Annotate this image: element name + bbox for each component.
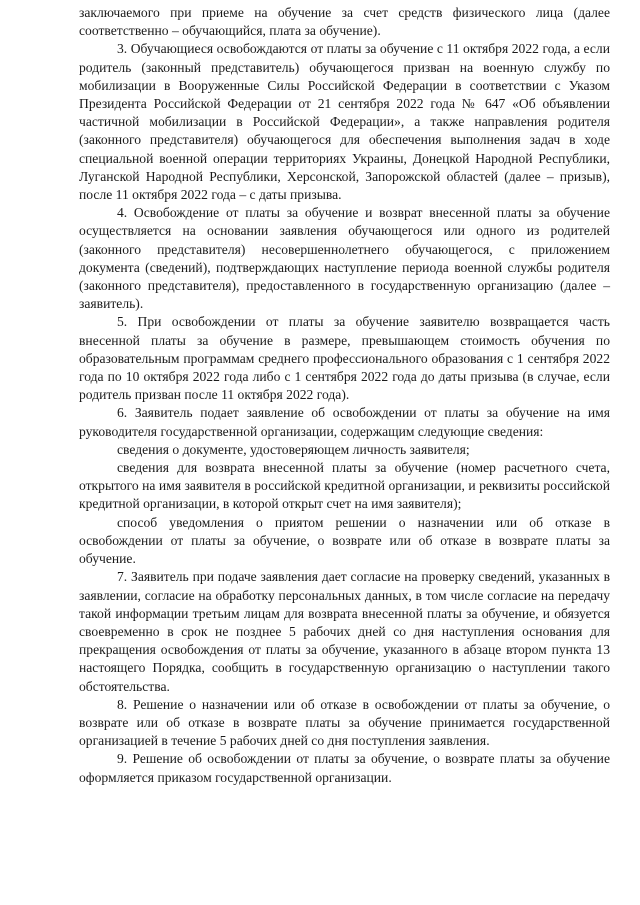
paragraph-item-4: 4. Освобождение от платы за обучение и возврат внесенной платы за обучение осуществляется на основании заявления обучающегося или одного из родителей (законного представителя) несовершеннолетнего обучающегося, с приложением документа (сведений), подтверждающих наступление периода военной службы родителя (законного представителя), предоставленного в государственную организацию (далее – заявитель). bbox=[79, 205, 610, 312]
paragraph-continuation: заключаемого при приеме на обучение за счет средств физического лица (далее соответственно – обучающийся, плата за обучение). bbox=[79, 5, 610, 39]
paragraph-item-5: 5. При освобождении от платы за обучение заявителю возвращается часть внесенной платы за обучение в размере, превышающем стоимость обучения по образовательным программам среднего профессионального образования с 1 сентября 2022 года по 10 октября 2022 года либо с 1 сентября 2022 года до даты призыва (в случае, если родитель призван после 11 октября 2022 года). bbox=[79, 314, 610, 403]
paragraph-item-6-bank: сведения для возврата внесенной платы за обучение (номер расчетного счета, открытого на имя заявителя в российской кредитной организации, и реквизиты российской кредитной организации, в которой открыт счет на имя заявителя); bbox=[79, 460, 610, 512]
paragraph-item-8: 8. Решение о назначении или об отказе в освобождении от платы за обучение, о возврате или об отказе в возврате платы за обучение принимается государственной организацией в течение 5 рабочих дней со дня поступления заявления. bbox=[79, 696, 610, 749]
paragraph-item-7: 7. Заявитель при подаче заявления дает согласие на проверку сведений, указанных в заявлении, согласие на обработку персональных данных, в том числе согласие на передачу такой информации третьим лицам для возврата внесенной платы за обучение, и обязуется своевременно в срок не позднее 5 рабочих дней со дня наступления основания для прекращения освобождения от платы за обучение, указанного в абзаце втором пункта 13 настоящего Порядка, сообщить в государственную организацию о наступлении такого обстоятельства. bbox=[79, 569, 610, 694]
paragraph-item-6-identity: сведения о документе, удостоверяющем личность заявителя; bbox=[117, 441, 470, 457]
paragraph-item-6-notification: способ уведомления о приятом решении о назначении или об отказе в освобождении от платы за обучение, о возврате или об отказе в возврате платы за обучение. bbox=[79, 514, 610, 567]
paragraph-item-3: 3. Обучающиеся освобождаются от платы за обучение с 11 октября 2022 года, а если родитель (законный представитель) обучающегося призван на военную службу по мобилизации в Вооруженные Силы Российской Федерации в соответствии с Указом Президента Российской Федерации от 21 сентября 2022 года № 647 «Об объявлении частичной мобилизации в Российской Федерации», а также направления родителя (законного представителя) обучающегося для обеспечения выполнения задач в ходе специальной военной операции территориях Украины, Донецкой Народной Республики, Луганской Народной Республики, Херсонской, Запорожской областей (далее – призыв), после 11 октября 2022 года – с даты призыва. bbox=[79, 41, 610, 203]
paragraph-item-9: 9. Решение об освобождении от платы за обучение, о возврате платы за обучение оформляется приказом государственной организации. bbox=[79, 751, 610, 785]
paragraph-item-6: 6. Заявитель подает заявление об освобождении от платы за обучение на имя руководителя государственной организации, содержащим следующие сведения: bbox=[79, 405, 610, 439]
